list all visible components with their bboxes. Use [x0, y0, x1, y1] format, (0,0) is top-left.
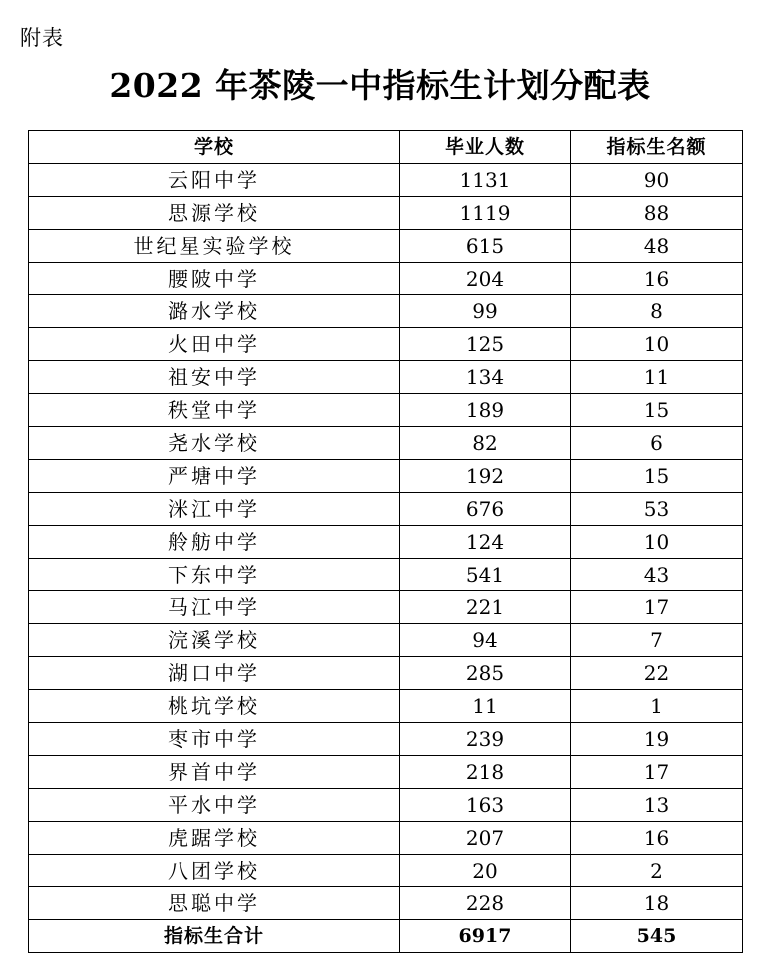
total-quota: 545 [571, 920, 743, 953]
school-name-cell: 洣江中学 [29, 492, 400, 525]
school-name-cell: 湖口中学 [29, 657, 400, 690]
graduates-cell: 541 [400, 558, 571, 591]
quota-cell: 2 [571, 854, 743, 887]
table-row [29, 328, 743, 361]
school-name-cell: 火田中学 [29, 328, 400, 361]
table-row [29, 427, 743, 460]
quota-cell: 22 [571, 657, 743, 690]
graduates-cell: 285 [400, 657, 571, 690]
table-row [29, 492, 743, 525]
quota-cell: 6 [571, 427, 743, 460]
column-header-quota: 指标生名额 [571, 131, 743, 164]
table-row [29, 887, 743, 920]
quota-cell: 16 [571, 262, 743, 295]
school-name-cell: 舲舫中学 [29, 525, 400, 558]
quota-cell: 13 [571, 788, 743, 821]
quota-cell: 90 [571, 163, 743, 196]
quota-cell: 11 [571, 361, 743, 394]
quota-cell: 1 [571, 690, 743, 723]
table-row [29, 558, 743, 591]
table-row [29, 196, 743, 229]
school-name-cell: 尧水学校 [29, 427, 400, 460]
quota-cell: 10 [571, 328, 743, 361]
school-name-cell: 虎踞学校 [29, 821, 400, 854]
table-row [29, 591, 743, 624]
quota-table [28, 130, 743, 953]
quota-cell: 15 [571, 459, 743, 492]
table-header-row [29, 131, 743, 164]
table-row [29, 690, 743, 723]
school-name-cell: 腰陂中学 [29, 262, 400, 295]
quota-cell: 88 [571, 196, 743, 229]
page-title: 2022 年茶陵一中指标生计划分配表 [109, 66, 651, 105]
graduates-cell: 204 [400, 262, 571, 295]
graduates-cell: 134 [400, 361, 571, 394]
quota-cell: 16 [571, 821, 743, 854]
table-row [29, 394, 743, 427]
graduates-cell: 615 [400, 229, 571, 262]
quota-cell: 19 [571, 723, 743, 756]
table-row [29, 723, 743, 756]
graduates-cell: 1131 [400, 163, 571, 196]
table-row [29, 657, 743, 690]
graduates-cell: 124 [400, 525, 571, 558]
table-row [29, 262, 743, 295]
school-name-cell: 世纪星实验学校 [29, 229, 400, 262]
quota-cell: 17 [571, 591, 743, 624]
graduates-cell: 163 [400, 788, 571, 821]
column-header-graduates: 毕业人数 [400, 131, 571, 164]
graduates-cell: 239 [400, 723, 571, 756]
table-row [29, 821, 743, 854]
total-graduates: 6917 [400, 920, 571, 953]
school-name-cell: 云阳中学 [29, 163, 400, 196]
table-row [29, 229, 743, 262]
school-name-cell: 桃坑学校 [29, 690, 400, 723]
table-row [29, 163, 743, 196]
quota-cell: 10 [571, 525, 743, 558]
school-name-cell: 思聪中学 [29, 887, 400, 920]
quota-cell: 15 [571, 394, 743, 427]
quota-cell: 17 [571, 755, 743, 788]
table-row [29, 525, 743, 558]
school-name-cell: 八团学校 [29, 854, 400, 887]
table-row [29, 295, 743, 328]
graduates-cell: 218 [400, 755, 571, 788]
graduates-cell: 20 [400, 854, 571, 887]
school-name-cell: 枣市中学 [29, 723, 400, 756]
school-name-cell: 潞水学校 [29, 295, 400, 328]
graduates-cell: 94 [400, 624, 571, 657]
school-name-cell: 平水中学 [29, 788, 400, 821]
school-name-cell: 马江中学 [29, 591, 400, 624]
table-row [29, 788, 743, 821]
graduates-cell: 676 [400, 492, 571, 525]
school-name-cell: 界首中学 [29, 755, 400, 788]
appendix-label: 附表 [20, 26, 64, 50]
graduates-cell: 192 [400, 459, 571, 492]
quota-cell: 48 [571, 229, 743, 262]
graduates-cell: 189 [400, 394, 571, 427]
graduates-cell: 228 [400, 887, 571, 920]
graduates-cell: 99 [400, 295, 571, 328]
total-label: 指标生合计 [29, 920, 400, 953]
table-row [29, 854, 743, 887]
table-row [29, 755, 743, 788]
graduates-cell: 1119 [400, 196, 571, 229]
quota-cell: 18 [571, 887, 743, 920]
quota-cell: 7 [571, 624, 743, 657]
school-name-cell: 思源学校 [29, 196, 400, 229]
graduates-cell: 125 [400, 328, 571, 361]
column-header-school: 学校 [29, 131, 400, 164]
school-name-cell: 下东中学 [29, 558, 400, 591]
graduates-cell: 221 [400, 591, 571, 624]
table-row [29, 361, 743, 394]
table-total-row [29, 920, 743, 953]
quota-cell: 8 [571, 295, 743, 328]
quota-cell: 53 [571, 492, 743, 525]
table-row [29, 459, 743, 492]
graduates-cell: 82 [400, 427, 571, 460]
graduates-cell: 11 [400, 690, 571, 723]
graduates-cell: 207 [400, 821, 571, 854]
school-name-cell: 浣溪学校 [29, 624, 400, 657]
school-name-cell: 祖安中学 [29, 361, 400, 394]
quota-cell: 43 [571, 558, 743, 591]
table-row [29, 624, 743, 657]
school-name-cell: 严塘中学 [29, 459, 400, 492]
school-name-cell: 秩堂中学 [29, 394, 400, 427]
